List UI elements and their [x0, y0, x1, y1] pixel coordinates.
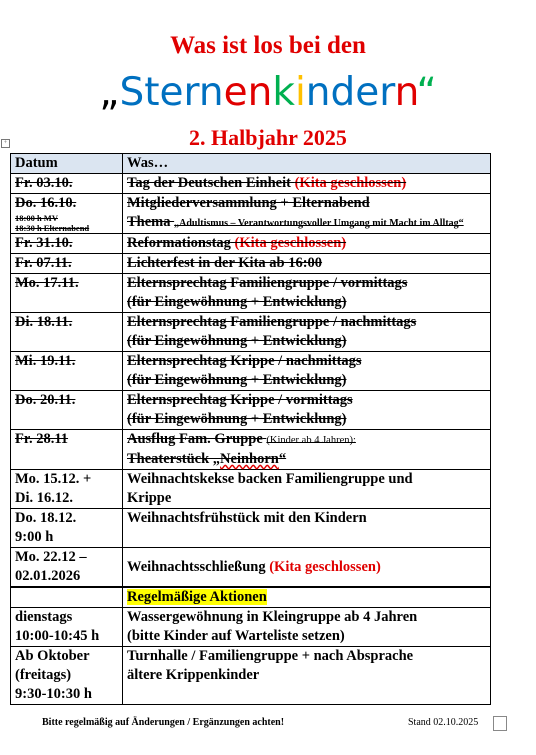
row-what [123, 194, 491, 234]
table-row [11, 647, 491, 705]
table-header-row [11, 154, 491, 174]
event-text-2: Theaterstück „ [127, 451, 221, 467]
quote-close: “ [278, 451, 287, 467]
row-date: Do. 20.11. [11, 391, 123, 430]
event-text: Reformationstag [127, 235, 231, 251]
row-date [11, 194, 123, 234]
event-text: Elternsprechtag Krippe / vormittags [127, 392, 353, 408]
table-row [11, 174, 491, 194]
section-heading: Regelmäßige Aktionen [127, 589, 267, 605]
row-what [123, 470, 491, 509]
spellcheck-word: Neinhorn [220, 451, 279, 467]
subtitle: 2. Halbjahr 2025 [189, 125, 347, 150]
event-text: Weihnachtsschließung [127, 558, 266, 575]
title-line-2 [0, 66, 536, 120]
row-what [123, 313, 491, 352]
table-row [11, 509, 491, 548]
row-what [123, 647, 491, 705]
event-text: Elternsprechtag Krippe / nachmittags [127, 353, 362, 369]
footer-checkbox[interactable] [493, 716, 507, 731]
date-text: Mo. 22.12 – [15, 549, 87, 565]
table-row [11, 254, 491, 274]
date-text: dienstags [15, 609, 73, 625]
row-date: Di. 18.11. [11, 313, 123, 352]
row-what [123, 274, 491, 313]
event-text: Ausflug Fam. Gruppe [127, 431, 263, 447]
footer-stand: Stand 02.10.2025 [408, 717, 479, 728]
date-text-3: 9:30-10:30 h [15, 686, 92, 702]
title-line-1: Was ist los bei den [170, 32, 366, 59]
date-text-2: 02.01.2026 [15, 568, 81, 584]
row-date: Fr. 28.11 [11, 430, 123, 470]
time-elternabend: 18:30 h Elternabend [15, 223, 90, 233]
row-what [123, 391, 491, 430]
event-text-2: (bitte Kinder auf Warteliste setzen) [127, 628, 345, 644]
date-text-2: Di. 16.12. [15, 490, 73, 506]
title-letter: d [330, 70, 356, 115]
table-row [11, 391, 491, 430]
title-letter: t [144, 70, 160, 115]
close-quote: “ [416, 70, 437, 115]
row-date: Fr. 07.11. [11, 254, 123, 274]
row-date: Fr. 31.10. [11, 234, 123, 254]
row-date: Mo. 17.11. [11, 274, 123, 313]
closed-note: (Kita geschlossen) [269, 558, 381, 575]
age-note: (Kinder ab 4 Jahren): [266, 435, 356, 446]
title-letter: e [159, 70, 184, 115]
title-letter: n [198, 70, 224, 115]
date-text: Do. 18.12. [15, 510, 77, 526]
column-header-what: Was… [123, 154, 491, 174]
title-letter: S [119, 70, 145, 115]
row-date [11, 470, 123, 509]
title-letter: e [223, 70, 248, 115]
closed-note: (Kita geschlossen) [294, 175, 407, 191]
row-what [123, 352, 491, 391]
topic-text: „Adultismus – Verantwortungsvoller Umgang mit Macht im Alltag“ [174, 218, 464, 229]
row-what [123, 587, 491, 608]
table-row [11, 313, 491, 352]
row-what [123, 430, 491, 470]
date-text-2: (freitags) [15, 667, 72, 683]
table-row [11, 470, 491, 509]
event-text-2: (für Eingewöhnung + Entwicklung) [127, 333, 347, 349]
row-what: Lichterfest in der Kita ab 16:00 [123, 254, 491, 274]
title-letter: n [305, 70, 331, 115]
title-letter: r [183, 70, 199, 115]
table-row [11, 274, 491, 313]
table-move-handle-icon[interactable]: + [1, 139, 10, 148]
sternenkindern-word [119, 70, 416, 115]
title-letter: n [247, 70, 273, 115]
row-date [11, 509, 123, 548]
event-text-2: (für Eingewöhnung + Entwicklung) [127, 411, 347, 427]
date-text-2: 10:00-10:45 h [15, 628, 100, 644]
event-text-2: (für Eingewöhnung + Entwicklung) [127, 372, 347, 388]
row-date: Mi. 19.11. [11, 352, 123, 391]
row-what [123, 174, 491, 194]
date-text: Mo. 15.12. + [15, 471, 92, 487]
event-text: Turnhalle / Familiengruppe + nach Absprache [127, 648, 414, 664]
event-text-2: Thema [127, 214, 171, 230]
title-letter: n [394, 70, 417, 115]
table-row [11, 194, 491, 234]
row-what [123, 548, 491, 588]
column-header-date: Datum [11, 154, 123, 174]
table-row [11, 608, 491, 647]
event-text: Elternsprechtag Familiengruppe / vormittags [127, 275, 408, 291]
row-date [11, 647, 123, 705]
row-date [11, 548, 123, 588]
event-text: Elternsprechtag Familiengruppe / nachmittags [127, 314, 417, 330]
row-date-empty [11, 587, 123, 608]
date-text-2: 9:00 h [15, 529, 54, 545]
event-text: Tag der Deutschen Einheit [127, 175, 291, 191]
table-row [11, 548, 491, 588]
row-date [11, 608, 123, 647]
event-text-2: ältere Krippenkinder [127, 667, 260, 683]
section-row [11, 587, 491, 608]
table-row [11, 234, 491, 254]
event-text: Wassergewöhnung in Kleingruppe ab 4 Jahren [127, 609, 418, 625]
title-letter: k [272, 70, 295, 115]
event-text-2: (für Eingewöhnung + Entwicklung) [127, 294, 347, 310]
schedule-table [10, 153, 491, 705]
row-what [123, 608, 491, 647]
row-what: Weihnachtsfrühstück mit den Kindern [123, 509, 491, 548]
time-mv: 18:00 h MV [15, 213, 58, 223]
title-letter: r [379, 70, 395, 115]
title-letter: e [355, 70, 380, 115]
table-row [11, 430, 491, 470]
event-text: Weihnachtskekse backen Familiengruppe und [127, 471, 413, 487]
title-letter: i [294, 70, 306, 115]
table-row [11, 352, 491, 391]
date-text: Ab Oktober [15, 648, 90, 664]
footer-note: Bitte regelmäßig auf Änderungen / Ergänzungen achten! [42, 717, 285, 728]
date-text: Do. 16.10. [15, 195, 77, 211]
event-text: Mitgliederversammlung + Elternabend [127, 195, 370, 211]
closed-note: (Kita geschlossen) [234, 235, 347, 251]
row-date: Fr. 03.10. [11, 174, 123, 194]
event-text-2: Krippe [127, 490, 172, 506]
row-what [123, 234, 491, 254]
open-quote: „ [99, 70, 120, 115]
